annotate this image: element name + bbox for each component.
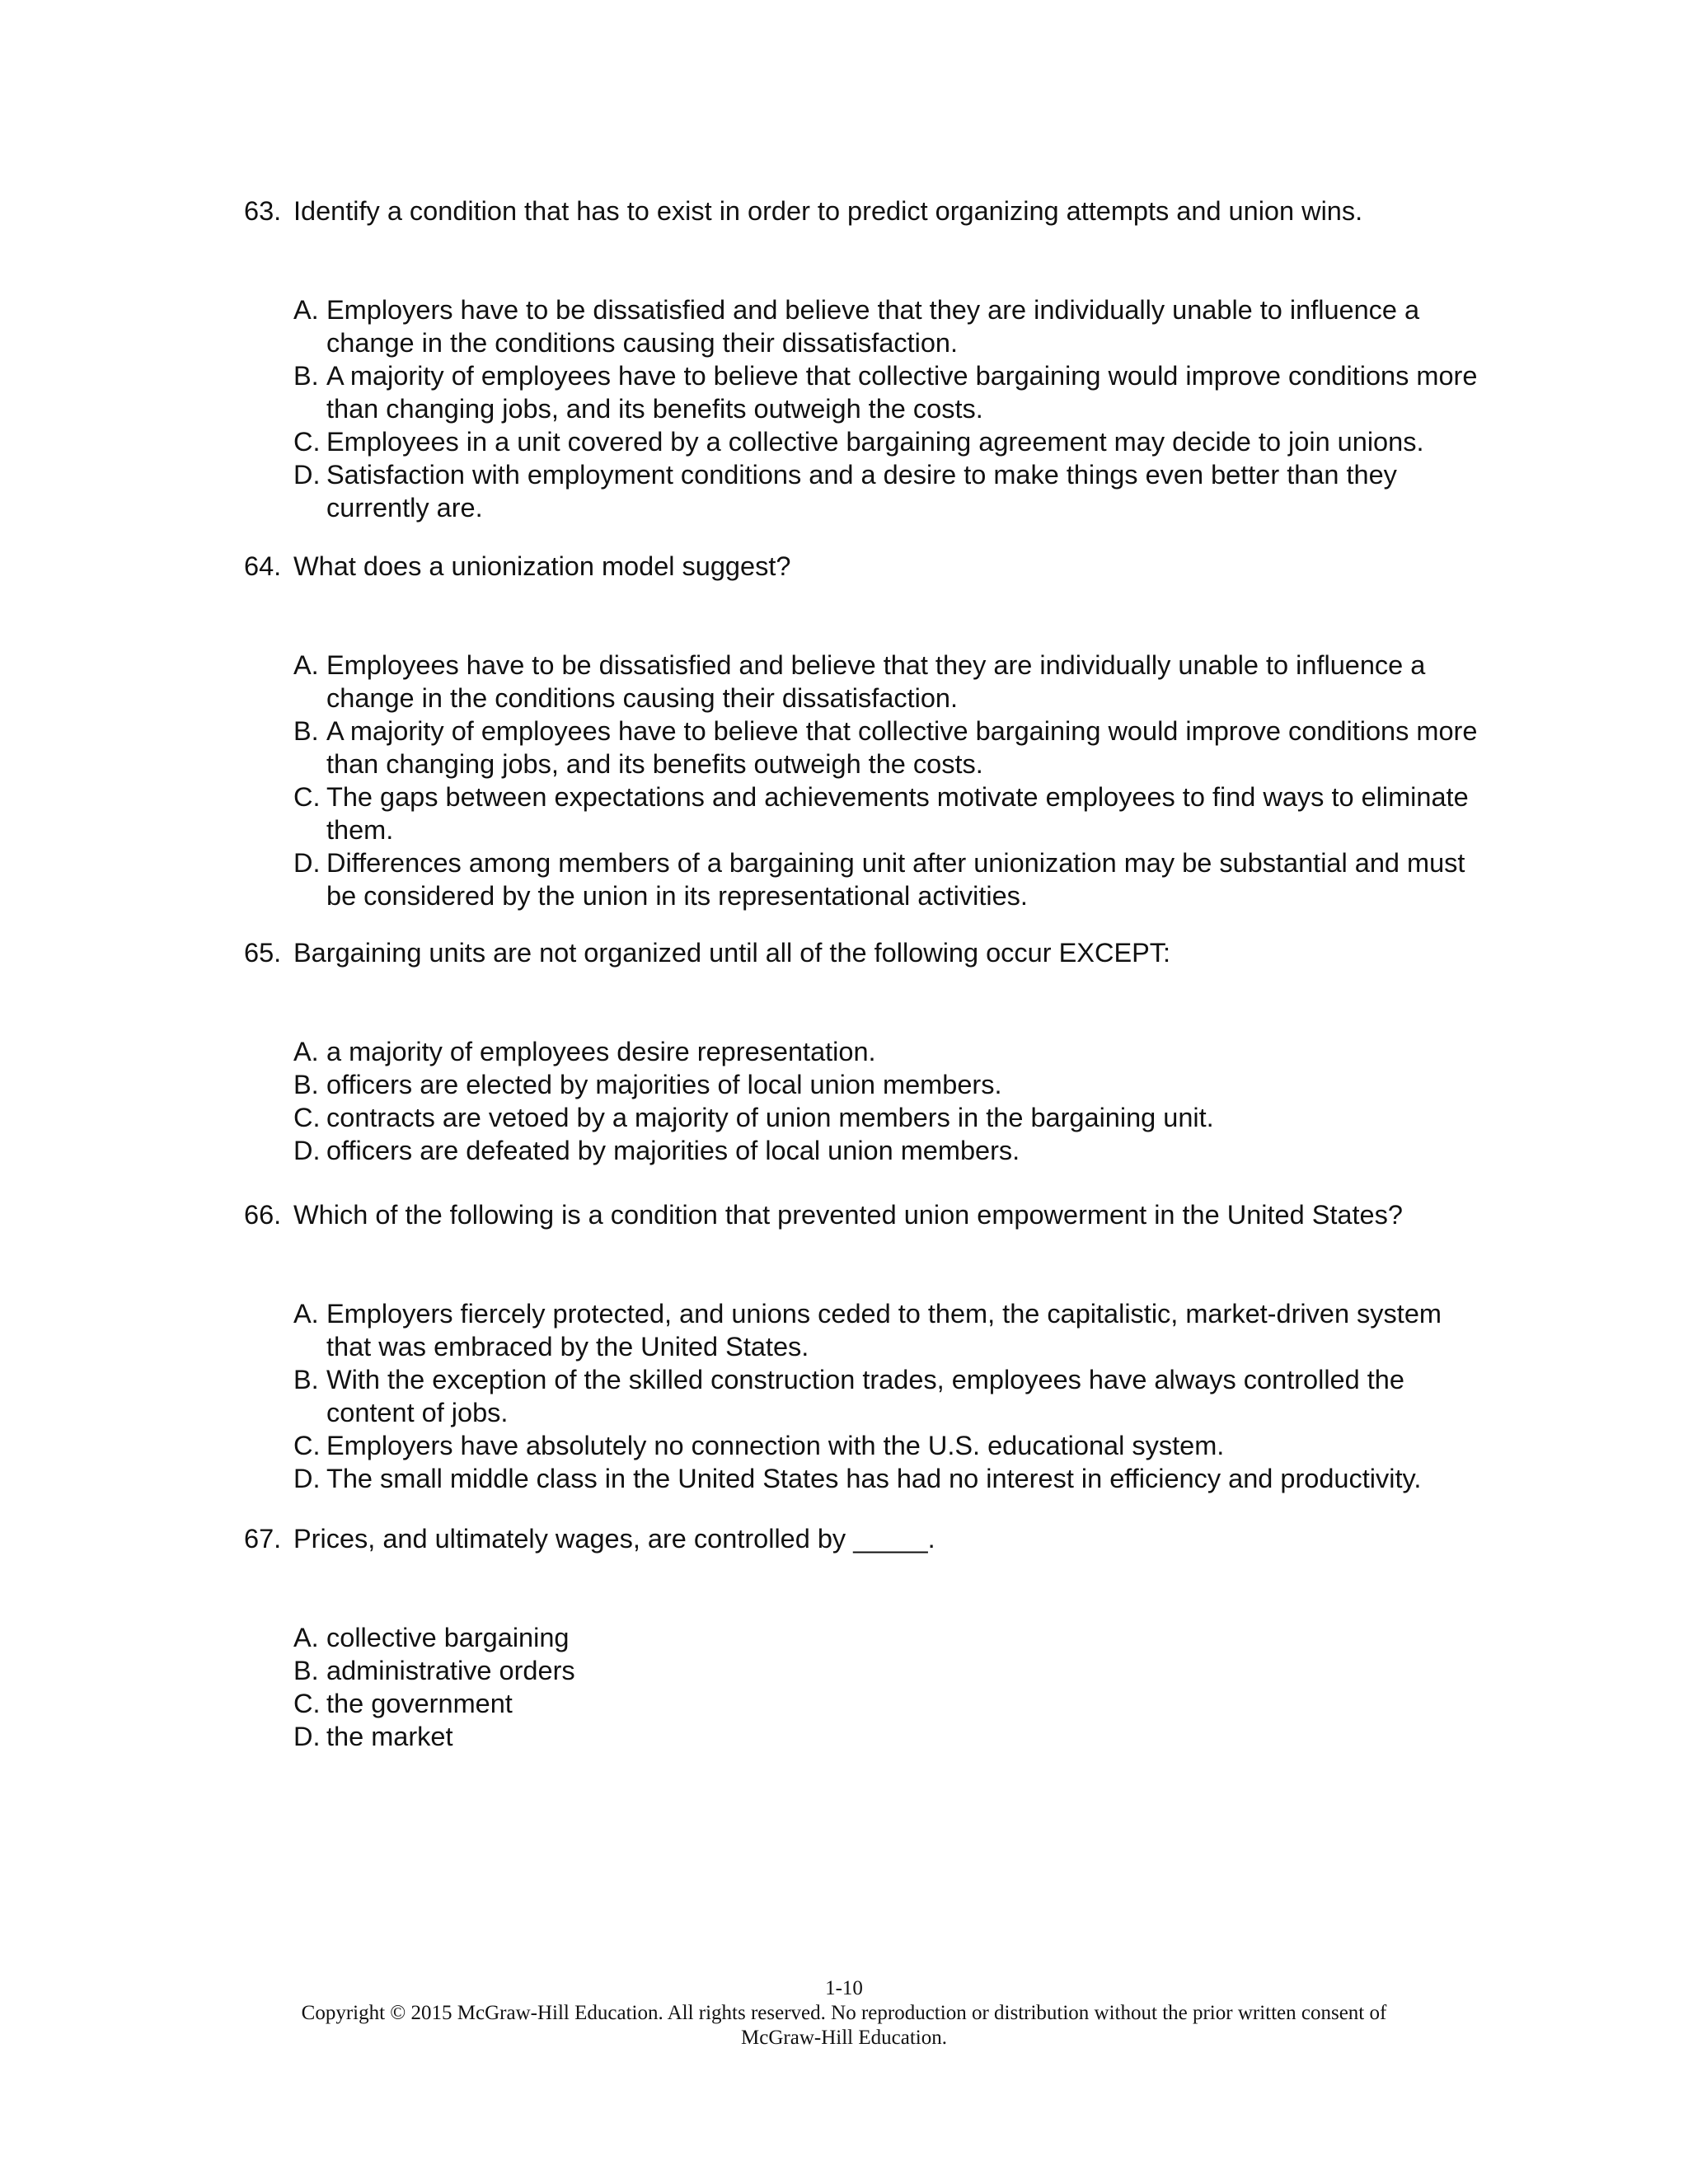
question-stem — [244, 550, 1497, 583]
answer-option-b — [293, 715, 1480, 780]
answer-option-b — [293, 359, 1480, 425]
question-text: What does a unionization model suggest? — [293, 551, 791, 581]
question-text: Identify a condition that has to exist in order to predict organizing attempts and union wins. — [293, 196, 1363, 226]
answer-option-d — [293, 1134, 1480, 1167]
answer-option-c — [293, 780, 1480, 846]
option-letter: D. — [293, 848, 321, 878]
option-text: collective bargaining — [326, 1623, 570, 1652]
answer-options — [293, 649, 1480, 912]
question-64 — [244, 550, 1497, 912]
option-letter: B. — [293, 361, 319, 391]
question-text: Which of the following is a condition that prevented union empowerment in the United States? — [293, 1200, 1403, 1230]
question-67 — [244, 1522, 1497, 1753]
answer-option-a — [293, 1621, 1480, 1654]
option-text: Employees in a unit covered by a collective bargaining agreement may decide to join unions. — [326, 427, 1424, 457]
answer-option-c — [293, 1429, 1480, 1462]
question-number: 64. — [244, 551, 282, 581]
question-number: 65. — [244, 938, 282, 968]
option-letter: D. — [293, 1722, 321, 1751]
answer-option-a — [293, 649, 1480, 715]
question-number: 66. — [244, 1200, 282, 1230]
question-65 — [244, 936, 1497, 1167]
page-number: 1-10 — [825, 1977, 863, 1999]
option-text: The gaps between expectations and achievements motivate employees to find ways to eliminate them. — [326, 782, 1469, 845]
question-66 — [244, 1198, 1497, 1495]
question-number: 63. — [244, 196, 282, 226]
answer-option-a — [293, 293, 1480, 359]
option-letter: C. — [293, 427, 321, 457]
option-text: A majority of employees have to believe that collective bargaining would improve conditions more than changing jobs, and its benefits outweigh the costs. — [326, 361, 1478, 424]
option-letter: C. — [293, 1103, 321, 1132]
page-footer — [0, 1976, 1688, 2050]
answer-option-b — [293, 1654, 1480, 1687]
option-text: Satisfaction with employment conditions and a desire to make things even better than they currently are. — [326, 460, 1397, 523]
answer-option-d — [293, 458, 1480, 524]
option-letter: B. — [293, 1656, 319, 1685]
option-letter: A. — [293, 1299, 319, 1329]
option-text: With the exception of the skilled construction trades, employees have always controlled the content of jobs. — [326, 1365, 1404, 1427]
question-text: Bargaining units are not organized until all of the following occur EXCEPT: — [293, 938, 1171, 968]
option-letter: B. — [293, 716, 319, 746]
answer-options — [293, 293, 1480, 524]
option-letter: A. — [293, 1037, 319, 1066]
option-letter: C. — [293, 782, 321, 812]
option-text: Employers fiercely protected, and unions ceded to them, the capitalistic, market-driven system that was embraced by the United States. — [326, 1299, 1442, 1361]
option-letter: D. — [293, 1464, 321, 1493]
answer-option-c — [293, 1101, 1480, 1134]
option-text: Employers have to be dissatisfied and believe that they are individually unable to influence a change in the conditions causing their dissatisfaction. — [326, 295, 1420, 358]
answer-options — [293, 1297, 1480, 1495]
option-text: officers are defeated by majorities of local union members. — [326, 1136, 1020, 1165]
answer-options — [293, 1621, 1480, 1753]
answer-option-b — [293, 1363, 1480, 1429]
question-stem — [244, 1522, 1497, 1555]
copyright-notice: Copyright © 2015 McGraw-Hill Education. All rights reserved. No reproduction or distribution without the prior written consent of McGraw-Hill Education. — [301, 2002, 1387, 2049]
question-stem — [244, 936, 1497, 969]
option-letter: B. — [293, 1365, 319, 1394]
answer-option-d — [293, 1462, 1480, 1495]
question-63 — [244, 194, 1497, 524]
option-text: officers are elected by majorities of local union members. — [326, 1070, 1002, 1099]
option-letter: C. — [293, 1689, 321, 1718]
question-text: Prices, and ultimately wages, are controlled by _____. — [293, 1524, 935, 1554]
option-text: Employers have absolutely no connection with the U.S. educational system. — [326, 1431, 1225, 1460]
answer-option-d — [293, 846, 1480, 912]
option-letter: A. — [293, 1623, 319, 1652]
answer-option-c — [293, 1687, 1480, 1720]
option-letter: A. — [293, 295, 319, 325]
option-letter: B. — [293, 1070, 319, 1099]
answer-option-a — [293, 1297, 1480, 1363]
answer-options — [293, 1035, 1480, 1167]
question-number: 67. — [244, 1524, 282, 1554]
answer-option-d — [293, 1720, 1480, 1753]
option-text: Differences among members of a bargaining unit after unionization may be substantial and must be considered by the union in its representational activities. — [326, 848, 1465, 911]
option-text: the market — [326, 1722, 453, 1751]
option-letter: D. — [293, 1136, 321, 1165]
question-stem — [244, 1198, 1497, 1231]
option-letter: D. — [293, 460, 321, 490]
option-text: a majority of employees desire representation. — [326, 1037, 876, 1066]
option-letter: C. — [293, 1431, 321, 1460]
option-text: Employees have to be dissatisfied and believe that they are individually unable to influence a change in the conditions causing their dissatisfaction. — [326, 650, 1426, 713]
answer-option-b — [293, 1068, 1480, 1101]
option-text: The small middle class in the United States has had no interest in efficiency and productivity. — [326, 1464, 1422, 1493]
answer-option-a — [293, 1035, 1480, 1068]
option-text: A majority of employees have to believe that collective bargaining would improve conditions more than changing jobs, and its benefits outweigh the costs. — [326, 716, 1478, 779]
option-text: the government — [326, 1689, 513, 1718]
option-text: administrative orders — [326, 1656, 575, 1685]
option-letter: A. — [293, 650, 319, 680]
answer-option-c — [293, 425, 1480, 458]
option-text: contracts are vetoed by a majority of union members in the bargaining unit. — [326, 1103, 1214, 1132]
question-stem — [244, 194, 1497, 227]
